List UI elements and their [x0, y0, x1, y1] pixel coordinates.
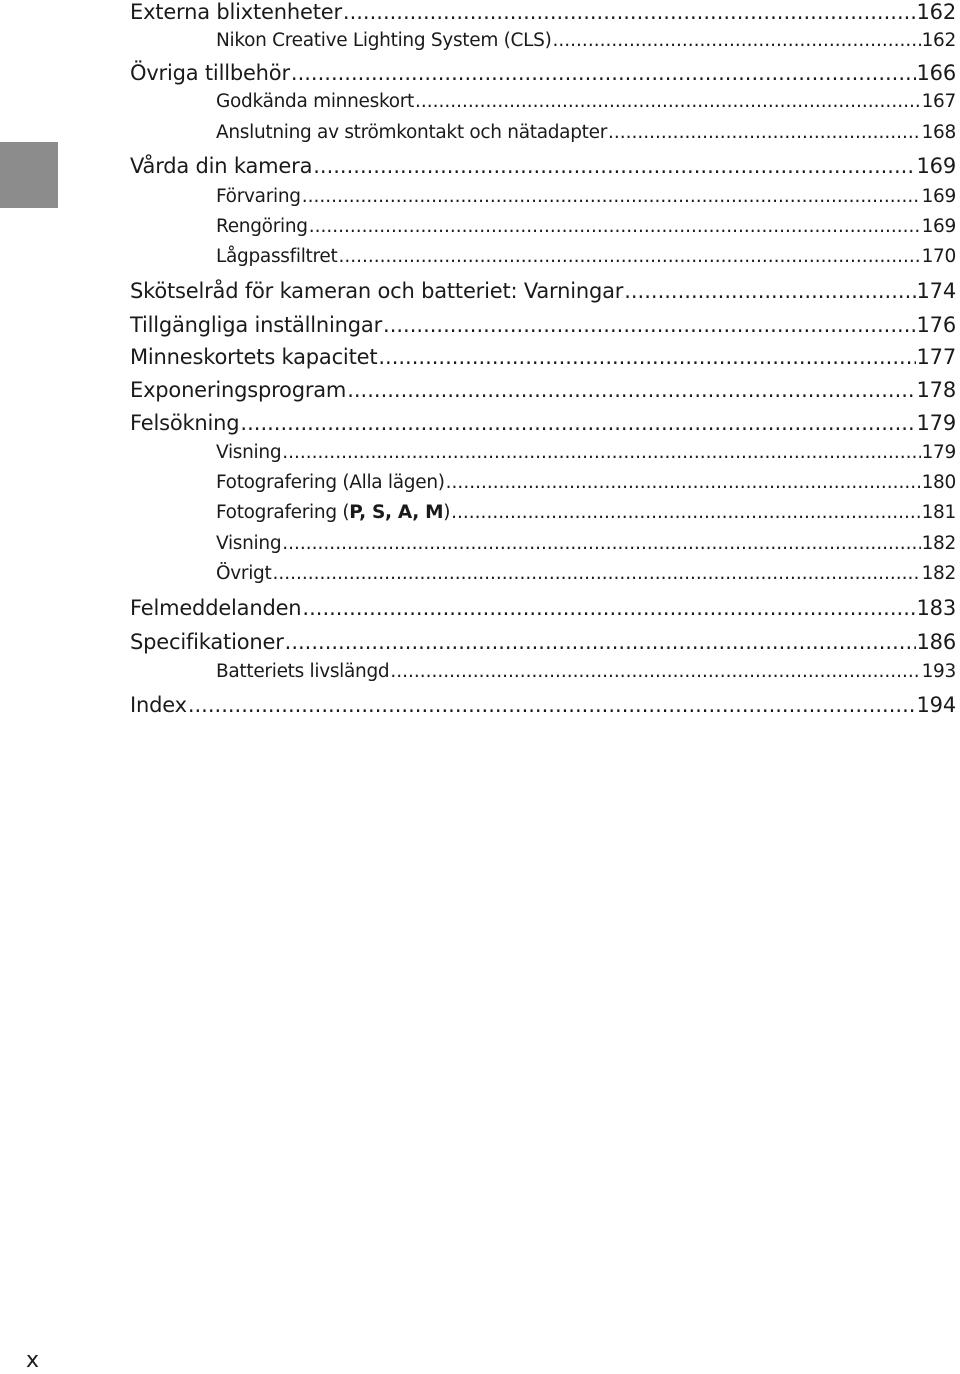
- toc-entry-page: 162: [916, 0, 956, 24]
- toc-entry-page: 181: [921, 502, 956, 523]
- toc-entry-title: Godkända minneskort: [216, 91, 414, 112]
- toc-entry[interactable]: [130, 345, 956, 369]
- toc-entry-page: 182: [921, 533, 956, 554]
- toc-entry-title: Skötselråd för kameran och batteriet: Varningar: [130, 279, 624, 303]
- toc-entry[interactable]: [130, 313, 956, 337]
- toc-entry-page: 167: [921, 91, 956, 112]
- toc-entry-title: Rengöring: [216, 216, 308, 237]
- toc-entry-title: Index: [130, 693, 187, 717]
- toc-entry-title: Minneskortets kapacitet: [130, 345, 378, 369]
- toc-leader-dots: [240, 411, 915, 435]
- toc-entry-page: 169: [921, 216, 956, 237]
- toc-entry[interactable]: [216, 472, 956, 493]
- toc-entry[interactable]: [216, 30, 956, 51]
- toc-entry-title: Övriga tillbehör: [130, 61, 290, 85]
- toc-entry-page: 162: [921, 30, 956, 51]
- toc-leader-dots: [313, 154, 915, 178]
- toc-entry[interactable]: [130, 693, 956, 717]
- toc-entry-page: 186: [916, 630, 956, 654]
- toc-entry-title: [216, 502, 450, 523]
- toc-entry[interactable]: [216, 122, 956, 143]
- toc-entry[interactable]: [216, 502, 956, 523]
- toc-entry[interactable]: [130, 596, 956, 620]
- toc-entry-page: 179: [921, 442, 956, 463]
- toc-leader-dots: [282, 442, 920, 463]
- toc-leader-dots: [383, 313, 916, 337]
- toc-leader-dots: [338, 246, 920, 267]
- toc-leader-dots: [282, 533, 920, 554]
- toc-leader-dots: [272, 563, 920, 584]
- toc-leader-dots: [302, 186, 921, 207]
- toc-entry-title: Externa blixtenheter: [130, 0, 342, 24]
- toc-entry-page: 178: [916, 378, 956, 402]
- toc-entry-page: 166: [916, 61, 956, 85]
- toc-entry[interactable]: [216, 442, 956, 463]
- toc-leader-dots: [553, 30, 921, 51]
- toc-entry-page: 169: [916, 154, 956, 178]
- toc-entry-title: Nikon Creative Lighting System (CLS): [216, 30, 552, 51]
- toc-entry[interactable]: [216, 216, 956, 237]
- toc-leader-dots: [291, 61, 916, 85]
- toc-entry[interactable]: [130, 378, 956, 402]
- toc-entry-title: Förvaring: [216, 186, 301, 207]
- toc-entry[interactable]: [130, 279, 956, 303]
- toc-entry-title: Fotografering (Alla lägen): [216, 472, 445, 493]
- toc-leader-dots: [390, 661, 920, 682]
- toc-title-prefix: Fotografering (: [216, 502, 350, 523]
- toc-leader-dots: [343, 0, 916, 24]
- page-number: x: [26, 1348, 40, 1373]
- toc-leader-dots: [302, 596, 915, 620]
- toc-entry[interactable]: [216, 246, 956, 267]
- toc-title-suffix: ): [443, 502, 451, 523]
- toc-entry-title: Batteriets livslängd: [216, 661, 390, 682]
- toc-entry[interactable]: [216, 533, 956, 554]
- toc-entry-title: Övrigt: [216, 563, 272, 584]
- toc-entry-page: 174: [916, 279, 956, 303]
- toc-entry[interactable]: [216, 186, 956, 207]
- toc-entry-title: Anslutning av strömkontakt och nätadapter: [216, 122, 607, 143]
- toc-entry-title: Visning: [216, 442, 282, 463]
- toc-leader-dots: [188, 693, 916, 717]
- toc-leader-dots: [378, 345, 915, 369]
- toc-entry[interactable]: [130, 154, 956, 178]
- toc-entry-page: 177: [916, 345, 956, 369]
- toc-entry-page: 176: [916, 313, 956, 337]
- toc-entry-title: Vårda din kamera: [130, 154, 313, 178]
- toc-entry[interactable]: [130, 630, 956, 654]
- toc-leader-dots: [285, 630, 916, 654]
- toc-entry-title: Exponeringsprogram: [130, 378, 347, 402]
- toc-entry[interactable]: [130, 0, 956, 24]
- toc-entry-page: 193: [921, 661, 956, 682]
- toc-entry-title: Lågpassfiltret: [216, 246, 338, 267]
- toc-leader-dots: [309, 216, 921, 237]
- toc-entry[interactable]: [130, 411, 956, 435]
- toc-entry[interactable]: [216, 563, 956, 584]
- toc-entry-page: 182: [921, 563, 956, 584]
- toc-entry[interactable]: [130, 61, 956, 85]
- toc-leader-dots: [624, 279, 915, 303]
- toc-entry-title: Visning: [216, 533, 282, 554]
- toc-entry-page: 170: [921, 246, 956, 267]
- section-tab-marker: [0, 142, 58, 208]
- toc-entry-title: Tillgängliga inställningar: [130, 313, 383, 337]
- toc-entry-page: 179: [916, 411, 956, 435]
- toc-leader-dots: [608, 122, 921, 143]
- toc-leader-dots: [415, 91, 921, 112]
- toc-entry-title: Specifikationer: [130, 630, 284, 654]
- toc-leader-dots: [347, 378, 915, 402]
- toc-entry-page: 183: [916, 596, 956, 620]
- toc-leader-dots: [451, 502, 920, 523]
- toc-entry-page: 180: [921, 472, 956, 493]
- toc-entry-page: 169: [921, 186, 956, 207]
- exposure-modes-label: P, S, A, M: [349, 502, 444, 523]
- toc-entry[interactable]: [216, 661, 956, 682]
- toc-entry[interactable]: [216, 91, 956, 112]
- toc-entry-title: Felsökning: [130, 411, 240, 435]
- toc-entry-page: 168: [921, 122, 956, 143]
- toc-leader-dots: [446, 472, 921, 493]
- toc-entry-page: 194: [916, 693, 956, 717]
- toc-entry-title: Felmeddelanden: [130, 596, 302, 620]
